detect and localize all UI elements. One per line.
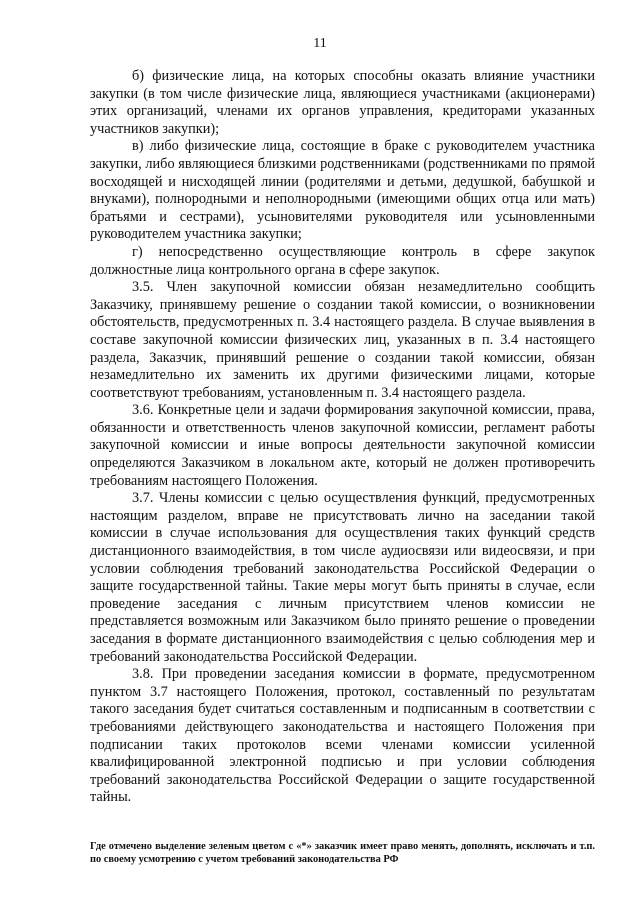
paragraph-3-8: 3.8. При проведении заседания комиссии в формате, предусмотренном пунктом 3.7 настоящего Положения, протокол, составленный по результатам такого заседания будет считаться составленным и подписанным в соответствии с требованиями действующего законодательства и настоящего Положения при подписании таких протоколов всеми членами комиссии усиленной квалифицированной электронной подписью и при условии соблюдения требований законодательства Российской Федерации о защите государственной тайны.	[90, 666, 595, 806]
paragraph-item-v: в) либо физические лица, состоящие в браке с руководителем участника закупки, либо являющиеся близкими родственниками (родственниками по прямой восходящей и нисходящей линии (родителями и детьми, дедушкой, бабушкой и внуками), полнородными и неполнородными (имеющими общих отца или мать) братьями и сестрами), усыновителями руководителя или усыновленными руководителем участника закупки;	[90, 138, 595, 243]
paragraph-3-7: 3.7. Члены комиссии с целью осуществления функций, предусмотренных настоящим разделом, вправе не присутствовать лично на заседании такой комиссии в случае использования для осуществления таких функций средств дистанционного взаимодействия, в том числе аудиосвязи или видеосвязи, и при условии соблюдения требований законодательства Российской Федерации о защите государственной тайны. Такие меры могут быть приняты в случае, если проведение заседания с личным присутствием членов комиссии не представляется возможным или Заказчиком было принято решение о проведении заседания в формате дистанционного взаимодействия с целью соблюдения мер и требований законодательства Российской Федерации.	[90, 490, 595, 665]
paragraph-item-g: г) непосредственно осуществляющие контроль в сфере закупок должностные лица контрольного органа в сфере закупок.	[90, 243, 595, 278]
paragraph-item-b: б) физические лица, на которых способны оказать влияние участники закупки (в том числе физические лица, являющиеся участниками (акционерами) этих организаций, членами их органов управления, кредиторами указанных участников закупки);	[90, 68, 595, 137]
paragraph-3-6: 3.6. Конкретные цели и задачи формирования закупочной комиссии, права, обязанности и ответственность членов закупочной комиссии, регламент работы закупочной комиссии и иные вопросы деятельности закупочной комиссии определяются Заказчиком в локальном акте, который не должен противоречить требованиям настоящего Положения.	[90, 402, 595, 489]
document-body	[90, 68, 595, 807]
page-number: 11	[313, 36, 327, 51]
footnote: Где отмечено выделение зеленым цветом с «*» заказчик имеет право менять, дополнять, исключать и т.п. по своему усмотрению с учетом требований законодательства РФ	[90, 841, 595, 865]
paragraph-3-5: 3.5. Член закупочной комиссии обязан незамедлительно сообщить Заказчику, принявшему решение о создании такой комиссии, о возникновении обстоятельств, предусмотренных п. 3.4 настоящего раздела. В случае выявления в составе закупочной комиссии физических лиц, указанных в п. 3.4 настоящего раздела, Заказчик, принявший решение о создании такой комиссии, обязан незамедлительно их заменить их другими физическими лицами, которые соответствуют требованиям, установленным п. 3.4 настоящего раздела.	[90, 279, 595, 401]
